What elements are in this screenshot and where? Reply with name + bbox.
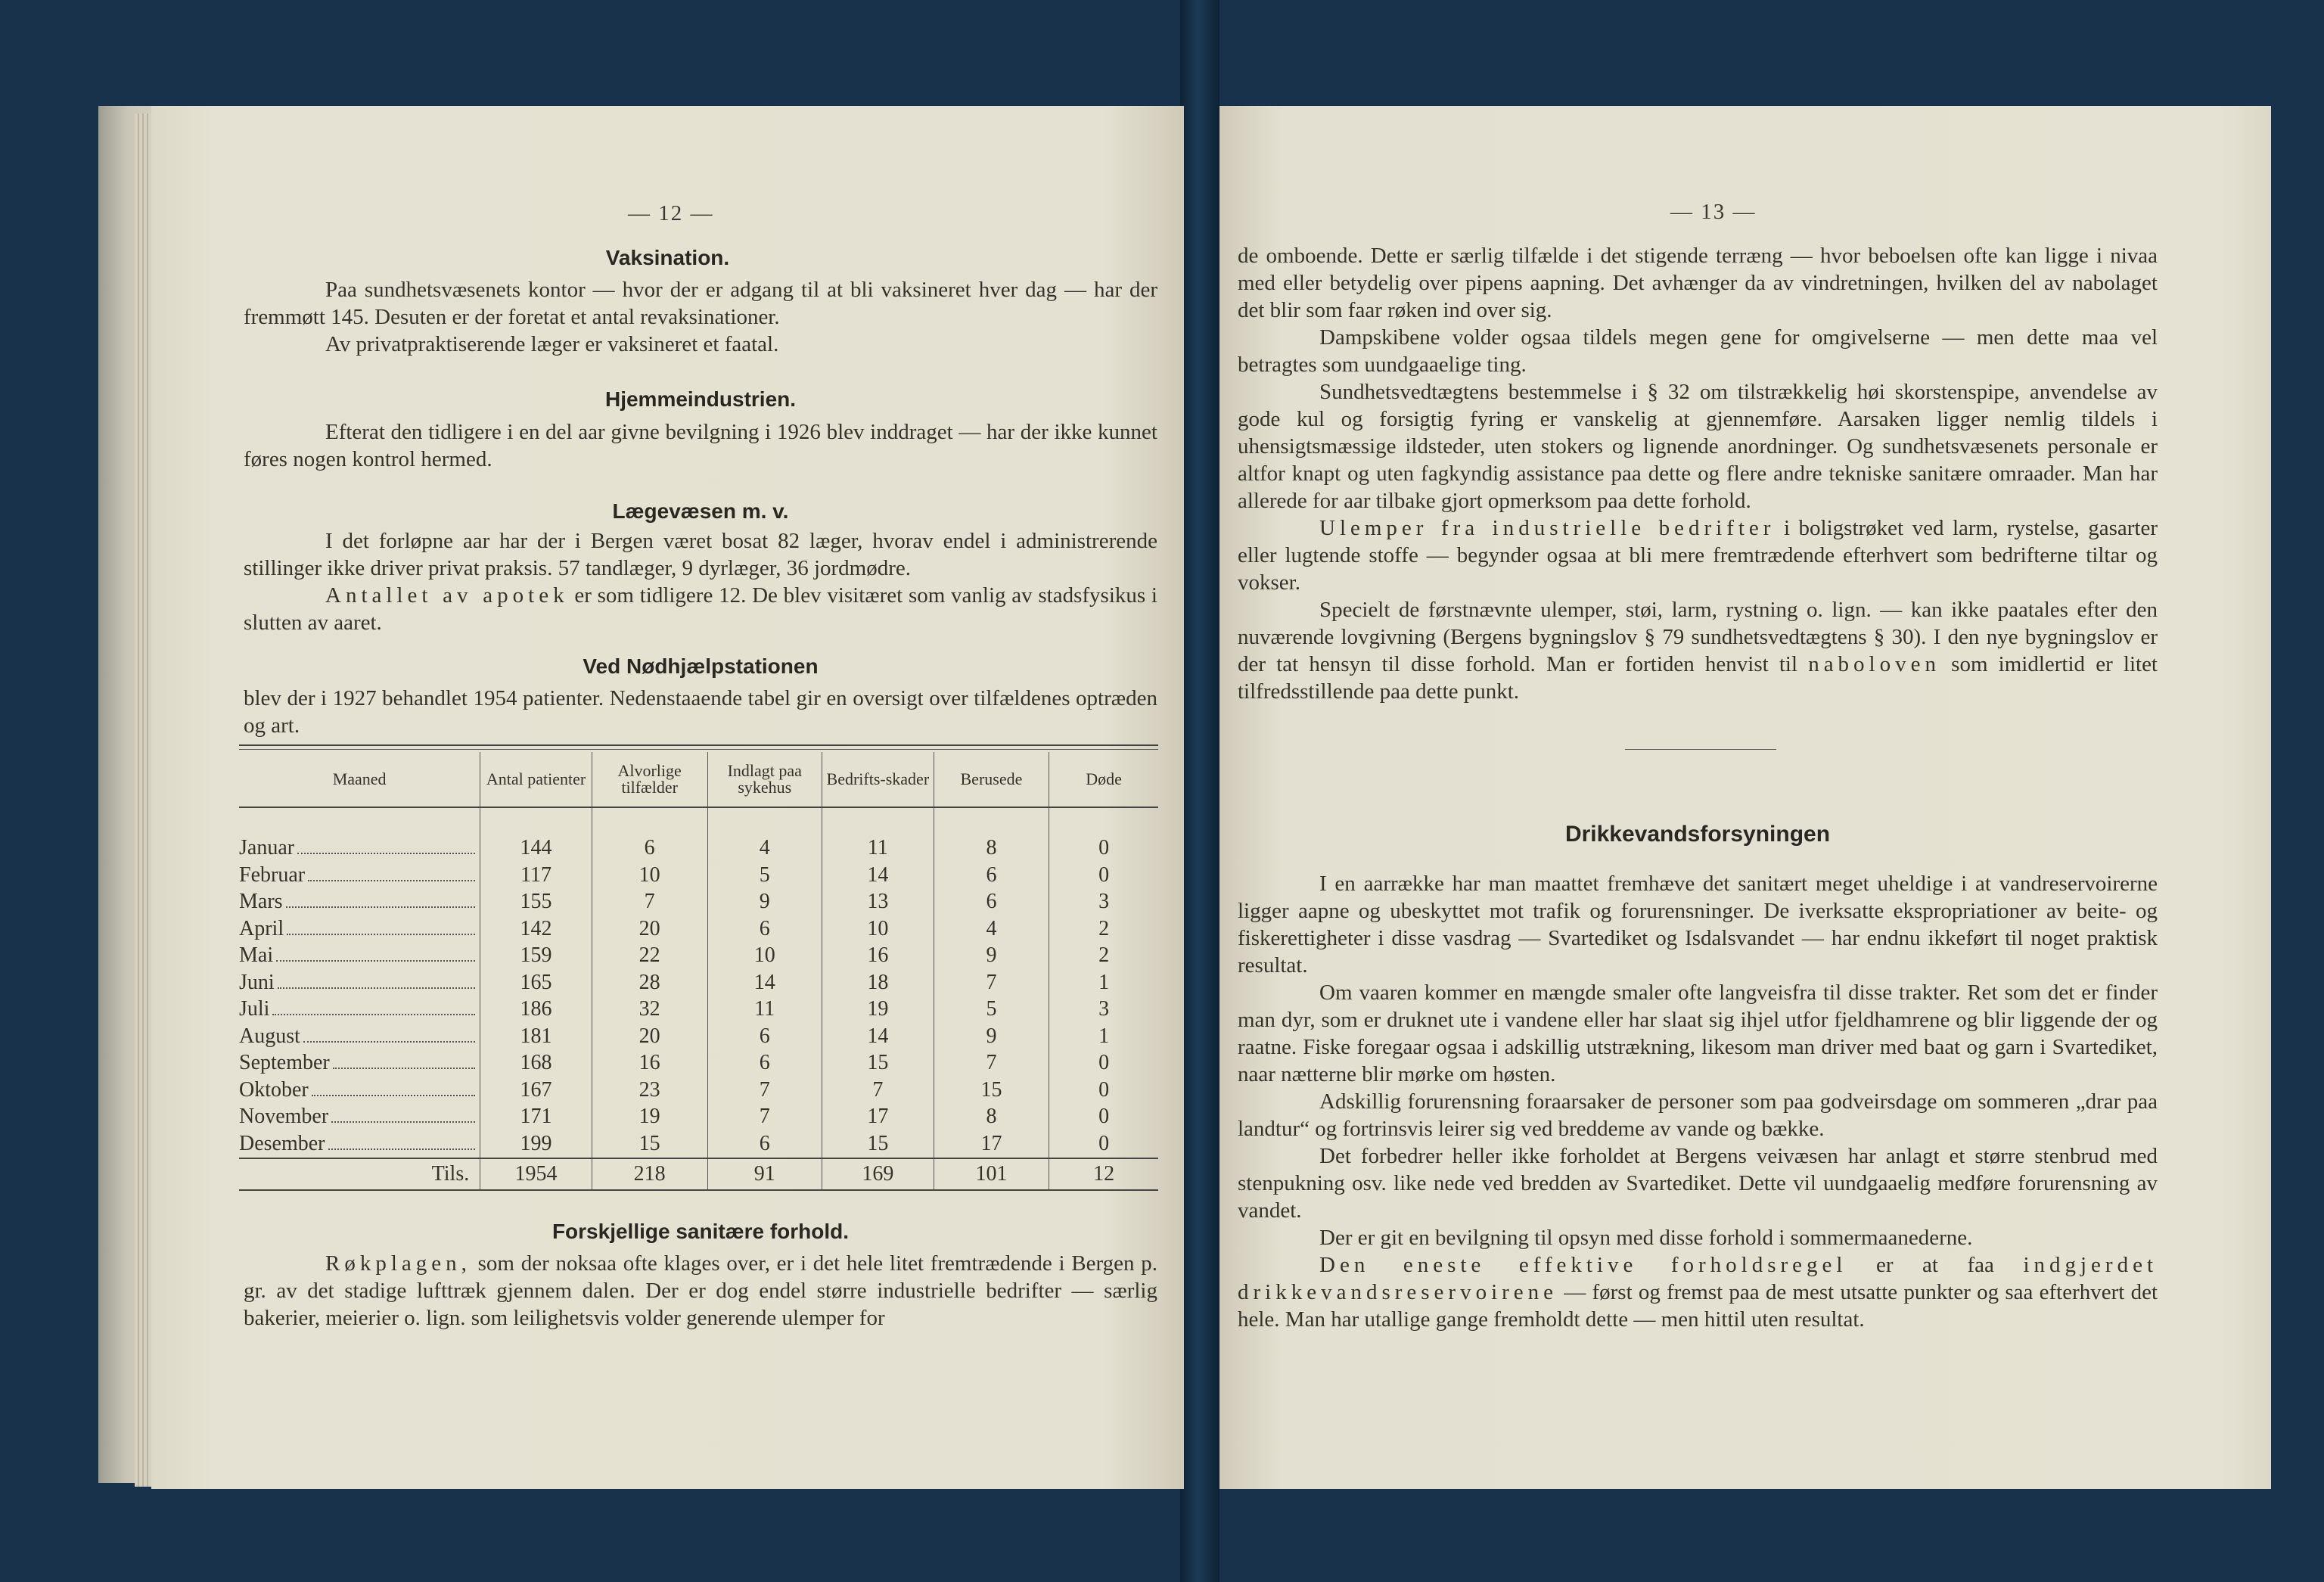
- table-cell: 15: [934, 1077, 1049, 1104]
- month-cell: [239, 862, 480, 889]
- table-cell: 8: [934, 1104, 1049, 1131]
- month-label: Januar: [239, 836, 295, 860]
- table-cell: 144: [480, 835, 592, 862]
- leader-dots: [276, 960, 475, 962]
- table-cell: 0: [1049, 1077, 1158, 1104]
- section-heading-laegevaesen: Lægevæsen m. v.: [612, 499, 789, 523]
- page-number: — 12 —: [628, 201, 714, 225]
- table-cell: 101: [934, 1158, 1049, 1190]
- laegevaesen-body: [244, 527, 1157, 636]
- spaced-text: Ulemper fra industrielle bedrifter: [1319, 516, 1776, 540]
- table-cell: 10: [707, 943, 822, 970]
- table-cell: 3: [1049, 889, 1158, 916]
- paragraph: Det forbedrer heller ikke forholdet at Bergens veivæsen har anlagt et større stenbrud med stenpukning osv. like nede ved bredden av Svartediket. Dette vil uundgaaelig medføre forurensning av vandet.: [1238, 1144, 2158, 1223]
- paragraph: Av privatpraktiserende læger er vaksineret et faatal.: [325, 332, 779, 356]
- table-cell: 12: [1049, 1158, 1158, 1190]
- table-row: [239, 996, 1158, 1024]
- table-cell: 20: [592, 915, 707, 943]
- table-cell: 9: [934, 1023, 1049, 1050]
- table-cell: 14: [707, 969, 822, 996]
- table-top-rule-2: [239, 749, 1158, 750]
- month-cell: [239, 915, 480, 943]
- table-cell: 0: [1049, 1050, 1158, 1077]
- paragraph: [244, 582, 1157, 636]
- table-cell: 199: [480, 1130, 592, 1158]
- paragraph: [1238, 1251, 2158, 1333]
- paragraph: de omboende. Dette er særlig tilfælde i det stigende terræng — hvor beboelsen ofte kan ligge i nivaa med eller betydelig over pipens aapning. Det avhænger da av vindretningen, hvilken del av nabolaget det blir som faar røken ind over sig.: [1238, 244, 2158, 322]
- text: — først og fremst paa de mest utsatte punkter og saa efterhvert det hele. Man har utallige gange fremholdt dette — men hittil uten resultat.: [1238, 1280, 2158, 1332]
- text: er som tidligere 12. De blev visitæret som vanlig av stadsfysikus i slutten av aaret.: [244, 583, 1157, 635]
- text: er at faa: [1847, 1253, 2024, 1277]
- column-header: Berusede: [934, 752, 1049, 807]
- table-cell: 6: [707, 915, 822, 943]
- leader-dots: [328, 1148, 476, 1150]
- table-cell: 0: [1049, 835, 1158, 862]
- table-cell: 9: [707, 889, 822, 916]
- section-divider: [1625, 749, 1776, 750]
- table-cell: 19: [822, 996, 934, 1024]
- table-cell: 6: [707, 1023, 822, 1050]
- month-label: November: [239, 1105, 329, 1129]
- table-cell: 155: [480, 889, 592, 916]
- table-body: [239, 807, 1158, 1158]
- section-heading-hjemmeindustrien: Hjemmeindustrien.: [604, 387, 797, 411]
- column-header: Antal patienter: [480, 752, 592, 807]
- table-cell: 32: [592, 996, 707, 1024]
- table-row: [239, 1104, 1158, 1131]
- table-cell: 10: [822, 915, 934, 943]
- spaced-text: Røkplagen,: [325, 1251, 471, 1276]
- table-cell: 1: [1049, 1023, 1158, 1050]
- month-label: Desember: [239, 1131, 325, 1155]
- table-cell: 20: [592, 1023, 707, 1050]
- paragraph: Dampskibene volder ogsaa tildels megen gene for omgivelserne — men dette maa vel betragtes som uundgaaelige ting.: [1238, 325, 2158, 377]
- table-row: [239, 1023, 1158, 1050]
- leader-dots: [272, 1014, 475, 1015]
- column-header: Indlagt paa sykehus: [707, 752, 822, 807]
- table-cell: 0: [1049, 1130, 1158, 1158]
- paragraph: I en aarrække har man maattet fremhæve det sanitært meget uheldige i at vandreservoirerne ligger aapne og ubeskyttet mot trafik og forurensninger. De iverksatte ekspropriationer av beite- og fiskerettigheter i disse vasdrag — Svartediket og Isdalsvandet — har endnu ikkeført til noget praktisk resultat.: [1238, 872, 2158, 977]
- text: som imidlertid er litet tilfredsstillende paa dette punkt.: [1238, 652, 2158, 704]
- month-label: Juli: [239, 997, 270, 1021]
- table-cell: 17: [934, 1130, 1049, 1158]
- paragraph: Om vaaren kommer en mængde smaler ofte langveisfra til disse trakter. Ret som det er finder man dyr, som er druknet ute i vandene eller har slaat sig ihjel utfor fjeldhamrene og blir liggende der og raatne. Fiske foregaar ogsaa i adskillig utstrækning, likesom man driver med baat og garn i Svartediket, naar nætterne blir mørke om høsten.: [1238, 981, 2158, 1086]
- table-cell: 4: [934, 915, 1049, 943]
- paragraph: [244, 1250, 1157, 1332]
- month-label: Oktober: [239, 1077, 309, 1102]
- table-cell: 171: [480, 1104, 592, 1131]
- table-cell: 7: [822, 1077, 934, 1104]
- column-header: Alvorlige tilfælder: [592, 752, 707, 807]
- drikkevand-body: [1238, 870, 2158, 1333]
- leader-dots: [287, 934, 475, 935]
- paragraph: Adskillig forurensning foraarsaker de personer som paa godveirsdage om sommeren „drar paa landtur“ og fortrinsvis leirer sig ved breddeme av vande og bække.: [1238, 1089, 2158, 1141]
- table-cell: 169: [822, 1158, 934, 1190]
- table-cell: 11: [707, 996, 822, 1024]
- table-cell: 15: [822, 1130, 934, 1158]
- text: som der noksaa ofte klages over, er i det hele litet fremtrædende i Bergen p. gr. av det stadige lufttræk gjennem dalen. Der er dog endel større industrielle bedrifter — særlig bakerier, meierier o. lign. som leilighetsvis volder generende ulemper for: [244, 1251, 1157, 1330]
- table-row: [239, 835, 1158, 862]
- month-cell: [239, 996, 480, 1024]
- month-cell: [239, 1104, 480, 1131]
- table-row: [239, 943, 1158, 970]
- table-row: [239, 862, 1158, 889]
- text: Specielt de førstnævnte ulemper, støi, larm, rystning o. lign. — kan ikke paatales efter den nuværende lovgivning (Bergens bygningslov § 79 sundhetsvedtægtens § 30). I den nye bygningslov er der tat hensyn til disse forhold. Man er fortiden henvist til: [1238, 598, 2158, 676]
- forskjellige-body: [244, 1250, 1157, 1332]
- table-cell: 2: [1049, 943, 1158, 970]
- month-label: Mai: [239, 943, 274, 968]
- month-cell: [239, 943, 480, 970]
- section-heading-drikkevand: Drikkevandsforsyningen: [1564, 822, 1831, 847]
- table-row: [239, 889, 1158, 916]
- spaced-text: naboloven: [1808, 652, 1940, 676]
- month-cell: [239, 835, 480, 862]
- month-cell: [239, 889, 480, 916]
- table-cell: 28: [592, 969, 707, 996]
- table-cell: 16: [592, 1050, 707, 1077]
- leader-dots: [297, 853, 475, 854]
- column-header: Døde: [1049, 752, 1158, 807]
- table-cell: 218: [592, 1158, 707, 1190]
- table-cell: 7: [707, 1104, 822, 1131]
- table-cell: 5: [707, 862, 822, 889]
- table-cell: 7: [934, 1050, 1049, 1077]
- table-cell: 3: [1049, 996, 1158, 1024]
- table-cell: 15: [592, 1130, 707, 1158]
- table-cell: 8: [934, 835, 1049, 862]
- table-cell: 142: [480, 915, 592, 943]
- table-cell: 159: [480, 943, 592, 970]
- table-cell: 16: [822, 943, 934, 970]
- table-cell: 181: [480, 1023, 592, 1050]
- table-cell: 168: [480, 1050, 592, 1077]
- spaced-text: Den eneste effektive forholdsregel: [1319, 1253, 1847, 1277]
- leader-dots: [312, 1095, 475, 1096]
- column-header: Bedrifts-skader: [822, 752, 934, 807]
- leader-dots: [278, 987, 476, 989]
- table-cell: 11: [822, 835, 934, 862]
- table-cell: 6: [592, 835, 707, 862]
- month-cell: [239, 1023, 480, 1050]
- table-cell: 6: [707, 1130, 822, 1158]
- table-cell: 17: [822, 1104, 934, 1131]
- table-cell: 186: [480, 996, 592, 1024]
- leader-dots: [303, 1041, 475, 1043]
- leader-dots: [333, 1068, 475, 1069]
- table-cell: 6: [934, 889, 1049, 916]
- leader-dots: [308, 880, 475, 881]
- table-cell: 14: [822, 862, 934, 889]
- table-cell: 22: [592, 943, 707, 970]
- leader-dots: [331, 1121, 475, 1123]
- table-cell: 6: [934, 862, 1049, 889]
- table-cell: 0: [1049, 862, 1158, 889]
- vaksination-body: [244, 276, 1157, 358]
- month-cell: [239, 969, 480, 996]
- paragraph: [1238, 596, 2158, 705]
- table-cell: 19: [592, 1104, 707, 1131]
- spaced-text: Antallet av apotek: [325, 583, 569, 608]
- paragraph: Sundhetsvedtægtens bestemmelse i § 32 om tilstrækkelig høi skorstenspipe, anvendelse av gode kul og forsigtig fyring er vanskelig at gjennemføre. Aarsaken ligger nemlig tildels i uhensigtsmæssige ildsteder, uten stokers og lignende anordninger. Og sundhetsvæsenets personale er altfor knapt og uten fagkyndig assistance paa dette og flere andre tekniske sanitære omraader. Man har allerede for aar tilbake gjort opmerksom paa dette forhold.: [1238, 380, 2158, 513]
- paragraph: Der er git en bevilgning til opsyn med disse forhold i sommermaanederne.: [1319, 1226, 1973, 1250]
- table-cell: 165: [480, 969, 592, 996]
- table-cell: 91: [707, 1158, 822, 1190]
- paragraph: I det forløpne aar har der i Bergen været bosat 82 læger, hvorav endel i administrerende stillinger ikke driver privat praksis. 57 tandlæger, 9 dyrlæger, 36 jordmødre.: [244, 529, 1157, 580]
- nodhjaelp-body: [244, 685, 1157, 739]
- month-label: Mars: [239, 890, 283, 914]
- table-cell: 0: [1049, 1104, 1158, 1131]
- table-cell: 14: [822, 1023, 934, 1050]
- month-cell: [239, 1050, 480, 1077]
- section-heading-forskjellige: Forskjellige sanitære forhold.: [551, 1220, 850, 1243]
- table-cell: 5: [934, 996, 1049, 1024]
- table-cell: 1954: [480, 1158, 592, 1190]
- table-cell: 10: [592, 862, 707, 889]
- table-cell: 167: [480, 1077, 592, 1104]
- table-cell: 7: [707, 1077, 822, 1104]
- table-cell: 2: [1049, 915, 1158, 943]
- hjemmeindustrien-body: [244, 418, 1157, 473]
- table-cell: 7: [592, 889, 707, 916]
- section-heading-nodhjaelp: Ved Nødhjælpstationen: [583, 654, 819, 678]
- table-top-rule: [239, 744, 1158, 746]
- spaced-text: indgjerdet drikkevandsreservoirene: [1238, 1253, 2158, 1304]
- month-label: September: [239, 1051, 330, 1075]
- table-cell: 9: [934, 943, 1049, 970]
- table-cell: 4: [707, 835, 822, 862]
- table-row: [239, 1130, 1158, 1158]
- paragraph: Efterat den tidligere i en del aar givne bevilgning i 1926 blev inddraget — har der ikke kunnet føres nogen kontrol hermed.: [244, 420, 1157, 471]
- table-cell: 15: [822, 1050, 934, 1077]
- table-cell: 7: [934, 969, 1049, 996]
- page-number: — 13 —: [1670, 200, 1757, 224]
- leader-dots: [286, 906, 476, 908]
- month-label: Juni: [239, 970, 275, 994]
- table-cell: 23: [592, 1077, 707, 1104]
- table-cell: 117: [480, 862, 592, 889]
- paragraph: [1238, 514, 2158, 596]
- table-row: [239, 969, 1158, 996]
- table-cell: 18: [822, 969, 934, 996]
- text: i boligstrøket ved larm, rystelse, gasarter eller lugtende stoffe — begynder ogsaa at bli mere fremtrædende efterhvert som bedrifterne tiltar og vokser.: [1238, 516, 2158, 595]
- month-label: Februar: [239, 862, 306, 887]
- right-page-body: [1238, 242, 2158, 705]
- table-row: [239, 1050, 1158, 1077]
- table-cell: 13: [822, 889, 934, 916]
- month-cell: [239, 1077, 480, 1104]
- month-label: August: [239, 1024, 300, 1048]
- paragraph: Paa sundhetsvæsenets kontor — hvor der er adgang til at bli vaksineret hver dag — har der fremmøtt 145. Desuten er der foretat et antal revaksinationer.: [244, 278, 1157, 329]
- table-row: [239, 915, 1158, 943]
- section-heading-vaksination: Vaksination.: [605, 246, 730, 269]
- column-header: Maaned: [332, 769, 387, 788]
- book-spine: [1180, 0, 1219, 1582]
- table-total-row: [239, 1158, 1158, 1190]
- paragraph: blev der i 1927 behandlet 1954 patienter. Nedenstaaende tabel gir en oversigt over tilfældenes optræden og art.: [244, 686, 1157, 738]
- table-cell: 6: [707, 1050, 822, 1077]
- month-label: April: [239, 916, 284, 940]
- table-cell: Tils.: [431, 1161, 470, 1186]
- table-row: [239, 1077, 1158, 1104]
- month-cell: [239, 1130, 480, 1158]
- table-cell: 1: [1049, 969, 1158, 996]
- statistics-table: [239, 752, 1158, 1191]
